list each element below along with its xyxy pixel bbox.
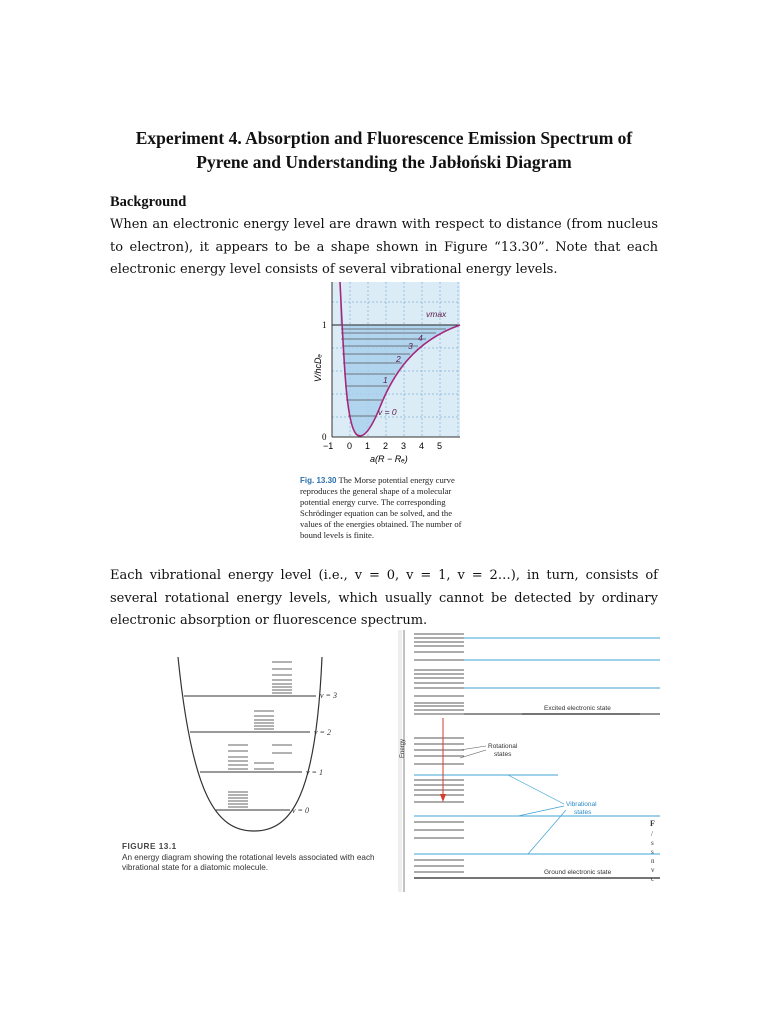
energy-axis-label: Energy (400, 738, 406, 758)
title-line-2: Pyrene and Understanding the Jabłoński Diagram (196, 152, 572, 172)
morse-potential-figure (300, 282, 472, 468)
fig2-label-v2: v = 2 (314, 728, 331, 737)
x-tick: 2 (383, 441, 389, 451)
edge-letter: / (651, 830, 653, 838)
paragraph-2: Each vibrational energy level (i.e., v = 0, v = 1, v = 2…), in turn, consists of several rotational energy levels, which usually cannot be detected by ordinary electronic absorption or fluorescence spectrum. (110, 568, 658, 628)
section-heading: Background (110, 194, 187, 210)
edge-letter: n (651, 857, 655, 865)
document-title (70, 126, 698, 174)
x-ticks (323, 441, 442, 451)
rotational-levels-figure (120, 645, 382, 841)
x-axis-label: a(R − Rₑ) (370, 454, 408, 464)
x-tick: −1 (323, 441, 334, 451)
edge-letter: s (651, 848, 654, 856)
vibrational-label-2: states (574, 809, 592, 816)
excited-state-label: Excited electronic state (544, 705, 611, 712)
level-label-v4: 4 (418, 333, 423, 343)
x-tick: 4 (419, 441, 425, 451)
fig2-label-v3: v = 3 (320, 691, 337, 700)
edge-letter: F (650, 819, 655, 828)
x-tick: 1 (365, 441, 371, 451)
y-axis-label: V/hcDₑ (313, 354, 323, 382)
figure2-caption-text: An energy diagram showing the rotational levels associated with each vibrational state for a diatomic molecule. (122, 852, 375, 872)
level-label-v0: v = 0 (378, 407, 397, 417)
figure2-caption-label: FIGURE 13.1 (122, 842, 177, 851)
figure1-caption (300, 475, 472, 541)
edge-letter: s (651, 839, 654, 847)
level-label-v3: 3 (408, 341, 413, 351)
level-label-v2: 2 (396, 354, 401, 364)
vibrational-state-lines (184, 696, 316, 810)
figure1-caption-label: Fig. 13.30 (300, 476, 337, 485)
x-tick: 5 (437, 441, 443, 451)
vibrational-label-1: Vibrational (566, 801, 597, 808)
rotational-label-1: Rotational (488, 743, 518, 750)
rotational-label-2: states (494, 751, 512, 758)
level-label-v1: 1 (383, 375, 388, 385)
electronic-states-figure (398, 630, 660, 892)
figure1-caption-text: The Morse potential energy curve reproduces the general shape of a molecular potential energy curve. The corresponding Schrödinger equation can be solved, and the values of the energies obtained. The number of bound levels is finite. (300, 475, 462, 540)
figure2-caption (122, 842, 402, 874)
fig2-level-labels (292, 691, 337, 815)
paragraph-1: When an electronic energy level are drawn with respect to distance (from nucleus to electron), it appears to be a shape shown in Figure “13.30”. Note that each electronic energy level consists of several vibrational energy levels. (110, 217, 658, 277)
title-line-1: Experiment 4. Absorption and Fluorescence Emission Spectrum of (135, 128, 633, 148)
x-tick: 0 (347, 441, 353, 451)
edge-letter: c (651, 875, 655, 883)
fig2-label-v1: v = 1 (306, 768, 323, 777)
y-tick-1: 1 (322, 320, 327, 330)
level-label-vmax: vmax (426, 309, 447, 319)
x-tick: 3 (401, 441, 407, 451)
y-tick-0: 0 (322, 432, 327, 442)
rotational-ladders (228, 662, 292, 807)
ground-state-label: Ground electronic state (544, 869, 612, 876)
harmonic-potential-curve (178, 657, 322, 831)
fig2-label-v0: v = 0 (292, 806, 309, 815)
figure3-left-edge (398, 630, 402, 892)
edge-letter: v (651, 866, 655, 874)
